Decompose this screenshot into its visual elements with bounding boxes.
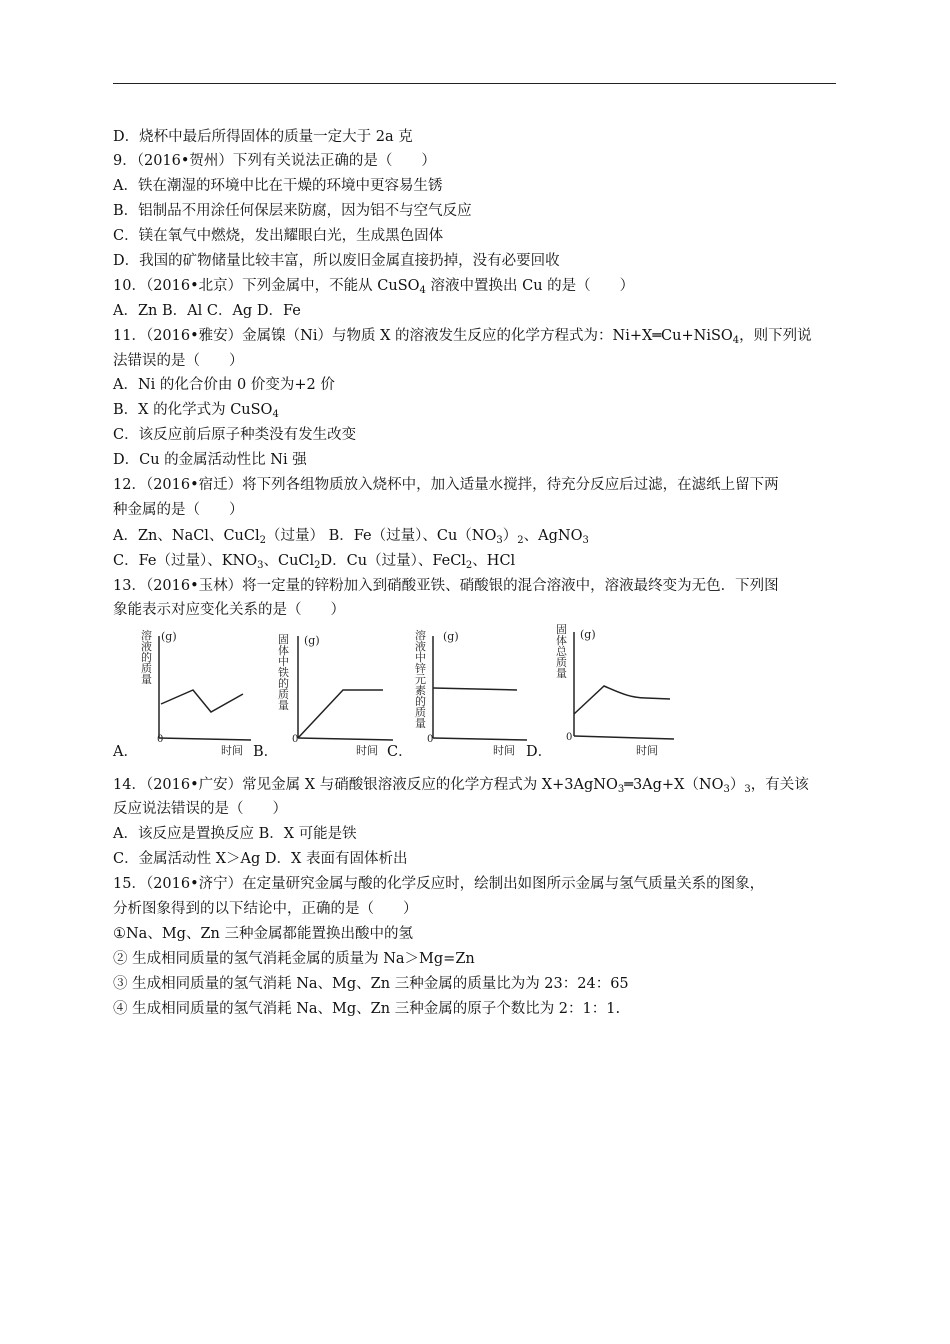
graph-b (278, 622, 408, 757)
q10-sub: 4 (419, 285, 426, 296)
q12cd-t1: C．Fe（过量）、KNO (113, 553, 258, 569)
q12cd-s2: 2 (314, 560, 321, 571)
graph-b-option: B． (253, 744, 279, 760)
graph-a-ylabel: 溶液的质量 (141, 629, 152, 686)
graph-c-ylabel: 溶液中锌元素的质量 (415, 629, 426, 730)
q12-options-ab (113, 526, 853, 546)
graph-c-origin: 0 (427, 734, 434, 745)
q8-option-d: D．烧杯中最后所得固体的质量一定大于 2a 克 (113, 129, 413, 145)
q9-stem: 9．（2016•贺州）下列有关说法正确的是（ ） (113, 153, 436, 169)
q11-option-d: D．Cu 的金属活动性比 Ni 强 (113, 452, 307, 468)
q14-s2: 3 (723, 784, 730, 795)
q11-stem-cont: 法错误的是（ ） (113, 353, 244, 369)
q15-statement-4: ④ 生成相同质量的氢气消耗 Na、Mg、Zn 三种金属的原子个数比为 2：1：1. (113, 1001, 621, 1017)
graph-a-option: A． (113, 744, 138, 760)
graph-c-x-axis (433, 738, 527, 740)
q11b-text: B．X 的化学式为 CuSO (113, 402, 273, 418)
q10-options: A．Zn B．Al C．Ag D．Fe (113, 303, 301, 319)
q15-stem: 15．（2016•济宁）在定量研究金属与酸的化学反应时，绘制出如图所示金属与氢气质量关系的图象， (113, 876, 765, 892)
graph-d-plot (556, 622, 686, 757)
q9-option-c: C．镁在氧气中燃烧，发出耀眼白光，生成黑色固体 (113, 228, 444, 244)
q11b-sub: 4 (272, 409, 279, 420)
q12cd-s3: 2 (465, 560, 473, 571)
q14-stem-cont: 反应说法错误的是（ ） (113, 801, 287, 817)
graph-c-unit: (g) (443, 630, 459, 643)
q14-t3: ） (729, 777, 745, 793)
q14-options-ab: A．该反应是置换反应 B．X 可能是铁 (113, 826, 357, 842)
q14-s1: 3 (617, 784, 625, 795)
q10-text-b: 溶液中置换出 Cu 的是（ ） (425, 278, 635, 294)
graph-d-option: D． (526, 744, 553, 760)
q12ab-t3: ） (502, 528, 518, 544)
q12ab-t4: 、AgNO (523, 528, 583, 544)
q14-t2: ═3Ag+X（NO (624, 777, 724, 793)
graph-c-xlabel: 时间 (493, 744, 515, 757)
q9-option-d: D．我国的矿物储量比较丰富，所以废旧金属直接扔掉，没有必要回收 (113, 253, 560, 269)
q11-text-a: 11．（2016•雅安）金属镍（Ni）与物质 X 的溶液发生反应的化学方程式为：Ni+X═Cu+NiSO (113, 328, 733, 344)
q14-stem (113, 775, 853, 795)
graph-a-unit: (g) (161, 630, 177, 643)
q9-option-b: B．铝制品不用涂任何保层来防腐，因为铝不与空气反应 (113, 203, 472, 219)
graph-b-ylabel: 固体中铁的质量 (278, 633, 289, 712)
header-rule (113, 83, 836, 84)
graph-a-origin: 0 (157, 734, 164, 745)
q13-graphs (113, 622, 853, 762)
graph-d (556, 622, 686, 757)
graph-c-option: C． (387, 744, 413, 760)
q13-stem: 13．（2016•玉林）将一定量的锌粉加入到硝酸亚铁、硝酸银的混合溶液中，溶液最终变为无色．下列图 (113, 578, 779, 594)
q12ab-s1: 2 (259, 535, 266, 546)
q12ab-t1: A．Zn、NaCl、CuCl (113, 528, 260, 544)
graph-b-unit: (g) (304, 634, 320, 647)
q10-text-a: 10．（2016•北京）下列金属中，不能从 CuSO (113, 278, 420, 294)
graph-a-x-axis (159, 738, 251, 740)
q11-option-c: C．该反应前后原子种类没有发生改变 (113, 427, 357, 443)
graph-d-unit: (g) (580, 628, 596, 641)
q12ab-t2: （过量） B．Fe（过量）、Cu（NO (266, 528, 497, 544)
q14-t1: 14．（2016•广安）常见金属 X 与硝酸银溶液反应的化学方程式为 X+3AgNO (113, 777, 618, 793)
q12cd-t3: D．Cu（过量）、FeCl (320, 553, 466, 569)
graph-d-curve (574, 686, 670, 714)
q15-statement-3: ③ 生成相同质量的氢气消耗 Na、Mg、Zn 三种金属的质量比为为 23：24：65 (113, 976, 629, 992)
q9-option-a: A．铁在潮湿的环境中比在干燥的环境中更容易生锈 (113, 178, 443, 194)
q12-stem-cont: 种金属的是（ ） (113, 502, 244, 518)
q11-sub: 4 (732, 335, 740, 346)
graph-b-origin: 0 (292, 734, 299, 745)
q12ab-s3: 2 (517, 535, 524, 546)
q12cd-t2: 、CuCl (263, 553, 315, 569)
q12-stem: 12．（2016•宿迁）将下列各组物质放入烧杯中，加入适量水搅拌，待充分反应后过滤，在滤纸上留下两 (113, 477, 779, 493)
q10-stem (113, 276, 853, 296)
graph-c-curve (433, 688, 517, 690)
q13-stem-cont: 象能表示对应变化关系的是（ ） (113, 602, 345, 618)
graph-d-xlabel: 时间 (636, 744, 658, 757)
q12ab-s2: 3 (496, 535, 503, 546)
q12cd-t4: 、HCl (472, 553, 516, 569)
q11-option-b (113, 400, 853, 420)
q12cd-s1: 3 (257, 560, 264, 571)
q11-option-a: A．Ni 的化合价由 0 价变为+2 价 (113, 377, 335, 393)
q15-statement-2: ② 生成相同质量的氢气消耗金属的质量为 Na＞Mg=Zn (113, 951, 475, 967)
q11-stem (113, 326, 853, 346)
q11-text-b: ，则下列说 (739, 328, 812, 344)
q14-t4: ，有关该 (750, 777, 809, 793)
graph-d-origin: 0 (566, 732, 573, 743)
graph-a (141, 622, 261, 757)
q15-statement-1: ①Na、Mg、Zn 三种金属都能置换出酸中的氢 (113, 926, 413, 942)
q14-options-cd: C．金属活动性 X＞Ag D．X 表面有固体析出 (113, 851, 408, 867)
graph-c (415, 622, 540, 757)
graph-c-plot (415, 622, 540, 757)
q12-options-cd (113, 551, 853, 571)
graph-a-xlabel: 时间 (221, 744, 243, 757)
graph-d-x-axis (574, 736, 674, 739)
q14-s3: 3 (744, 784, 751, 795)
graph-b-xlabel: 时间 (356, 744, 378, 757)
q12ab-s4: 3 (582, 535, 589, 546)
q15-stem-cont: 分析图象得到的以下结论中，正确的是（ ） (113, 901, 418, 917)
graph-b-curve (298, 690, 383, 738)
graph-b-x-axis (298, 738, 393, 740)
graph-a-curve (161, 690, 243, 712)
graph-d-ylabel: 固体总质量 (556, 623, 567, 680)
